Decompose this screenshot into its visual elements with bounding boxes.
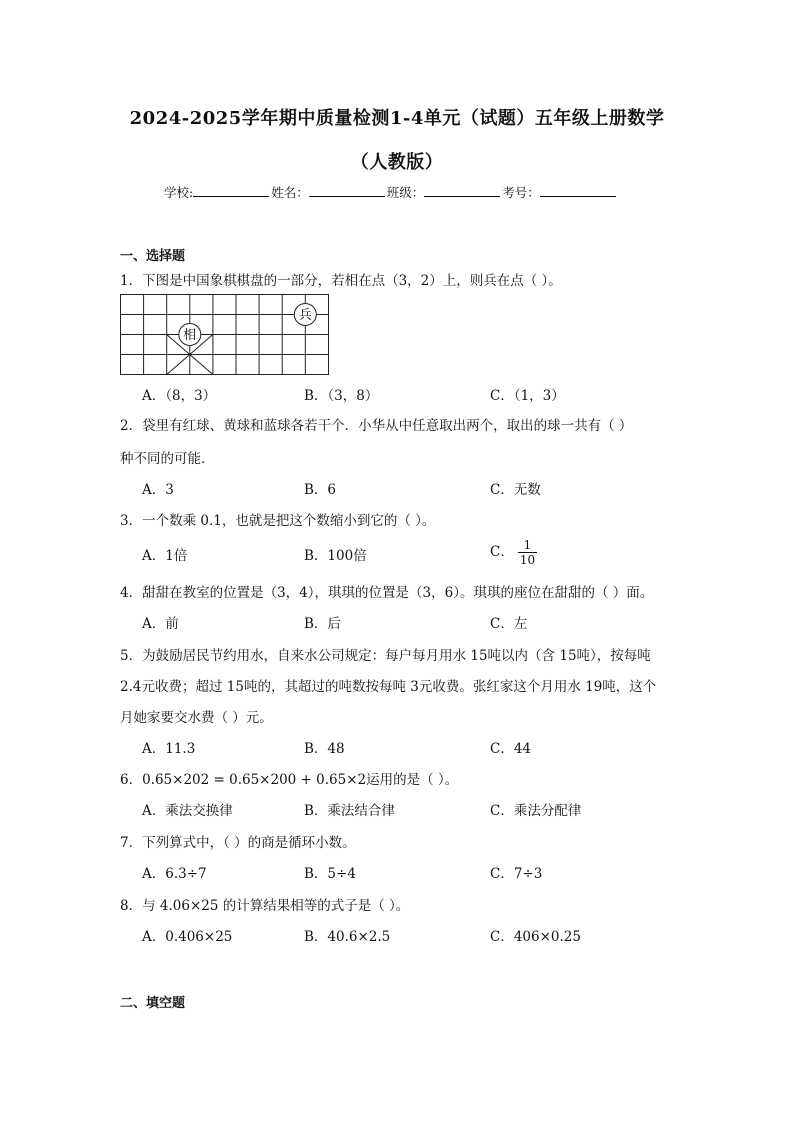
school-label: 学校:	[164, 185, 194, 200]
question-2-text-line1: 2．袋里有红球、黄球和蓝球各若干个．小华从中任意取出两个，取出的球一共有（ ）	[120, 418, 633, 434]
question-3-text: 3．一个数乘 0.1，也就是把这个数缩小到它的（ ）。	[120, 513, 436, 529]
option-b[interactable]: B．乘法结合律	[304, 803, 395, 819]
option-b[interactable]: B．5÷4	[304, 866, 356, 882]
question-1-text: 1．下图是中国象棋棋盘的一部分，若相在点（3，2）上，则兵在点（ ）。	[120, 273, 562, 289]
option-b[interactable]: B．100倍	[304, 548, 367, 564]
option-c[interactable]: C．7÷3	[490, 866, 543, 882]
option-a[interactable]: A．1倍	[142, 548, 188, 564]
name-label: 姓名：	[271, 185, 309, 200]
option-c[interactable]: C．406×0.25	[490, 929, 581, 945]
option-c[interactable]: C．乘法分配律	[490, 803, 582, 819]
exam-number-field[interactable]	[540, 182, 616, 197]
piece-bing-label: 兵	[298, 308, 312, 323]
option-c[interactable]: C．44	[490, 741, 532, 757]
option-a[interactable]: A．前	[142, 616, 179, 632]
question-4-text: 4．甜甜在教室的位置是（3，4），琪琪的位置是（3，6）。琪琪的座位在甜甜的（ ）面。	[120, 585, 654, 601]
piece-bing	[294, 304, 316, 326]
name-field[interactable]	[309, 182, 385, 197]
question-7-text: 7．下列算式中，（ ）的商是循环小数。	[120, 835, 356, 851]
exam-number-label: 考号：	[502, 185, 540, 200]
section-heading-choice: 一、选择题	[120, 249, 186, 264]
section-heading-fill-in: 二、填空题	[120, 996, 186, 1011]
piece-xiang	[179, 324, 201, 346]
option-c-label: C．	[490, 544, 514, 560]
option-b[interactable]: B．6	[304, 482, 337, 498]
exam-title-line2: （人教版）	[350, 152, 444, 173]
piece-xiang-label: 相	[183, 328, 197, 343]
school-field[interactable]	[193, 182, 269, 197]
option-a[interactable]: A．乘法交换律	[142, 803, 233, 819]
option-b[interactable]: B．后	[304, 616, 341, 632]
option-a[interactable]: A．6.3÷7	[142, 866, 207, 882]
option-c[interactable]: C．无数	[490, 482, 541, 498]
question-5-text-line3: 月她家要交水费（ ）元。	[120, 710, 273, 726]
question-6-text: 6．0.65×202 = 0.65×200 + 0.65×2运用的是（ ）。	[120, 772, 459, 788]
student-info-row	[164, 182, 618, 201]
chess-board-figure	[120, 294, 332, 378]
option-a[interactable]: A．（8，3）	[142, 388, 217, 404]
option-a[interactable]: A．3	[142, 482, 174, 498]
question-5-text-line2: 2.4元收费；超过 15吨的，其超过的吨数按每吨 3元收费。张红家这个月用水 19吨，这个	[120, 679, 657, 695]
option-a[interactable]: A．0.406×25	[142, 929, 233, 945]
question-8-text: 8．与 4.06×25 的计算结果相等的式子是（ ）。	[120, 898, 410, 914]
question-2-text-line2: 种不同的可能．	[120, 451, 215, 467]
exam-title-line1: 2024-2025学年期中质量检测1-4单元（试题）五年级上册数学	[129, 108, 665, 129]
question-5-text-line1: 5．为鼓励居民节约用水，自来水公司规定：每户每月用水 15吨以内（含 15吨），按每吨	[120, 648, 651, 664]
option-c[interactable]: C．（1，3）	[490, 388, 565, 404]
option-b[interactable]: B．（3，8）	[304, 388, 379, 404]
option-c[interactable]	[490, 538, 537, 567]
class-field[interactable]	[424, 182, 500, 197]
option-b[interactable]: B．48	[304, 741, 345, 757]
option-a[interactable]: A．11.3	[142, 741, 196, 757]
class-label: 班级：	[386, 185, 425, 200]
option-c[interactable]: C．左	[490, 616, 528, 632]
option-b[interactable]: B．40.6×2.5	[304, 929, 391, 945]
fraction-one-tenth: $\frac{1}{10}$	[519, 538, 536, 567]
